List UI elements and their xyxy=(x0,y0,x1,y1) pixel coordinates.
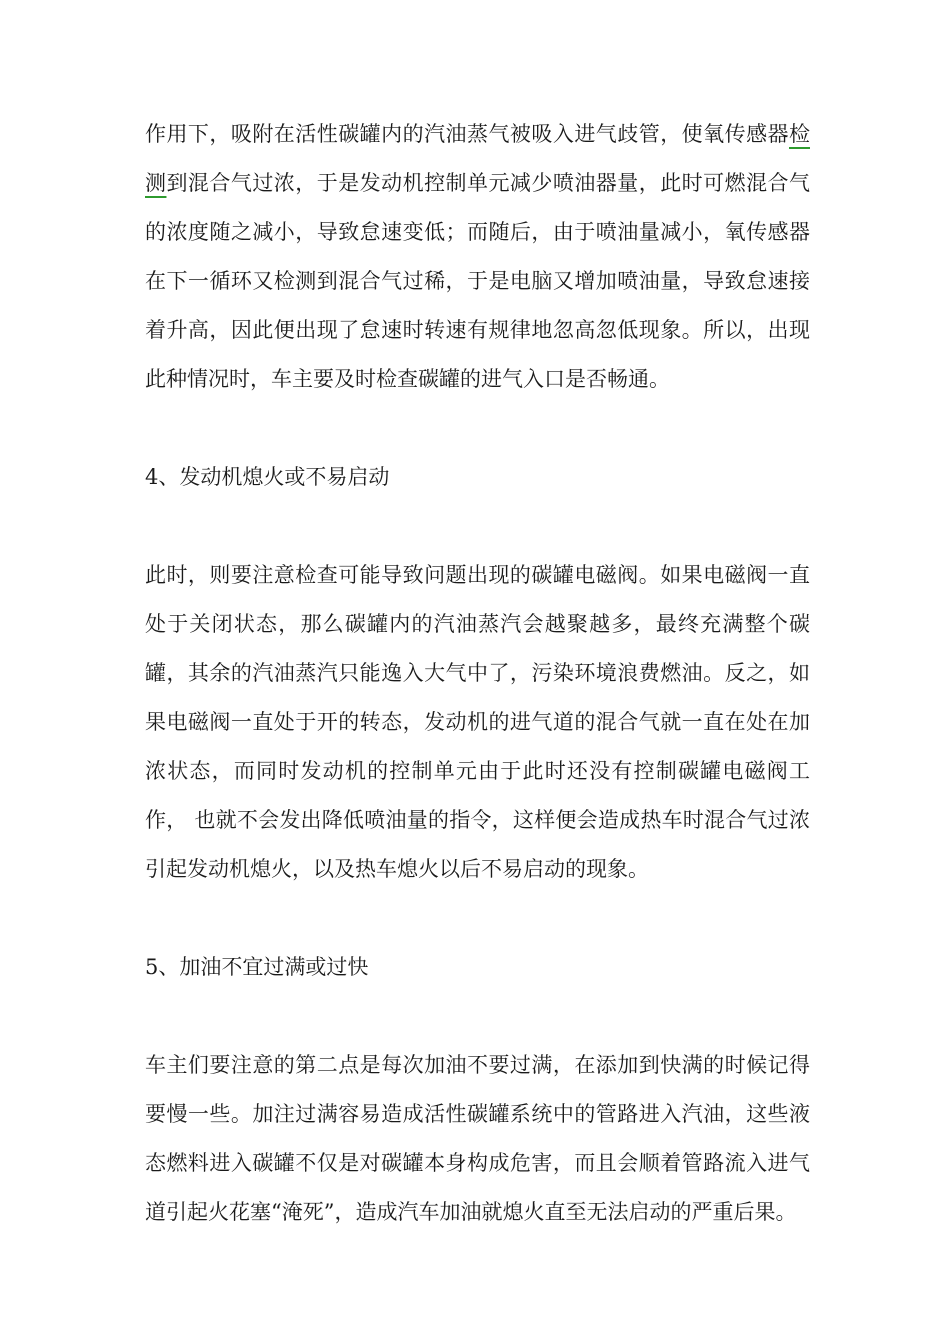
paragraph-spacer xyxy=(145,894,810,943)
section-heading-4: 4、发动机熄火或不易启动 xyxy=(145,465,390,489)
inline-link-detect[interactable]: 检测 xyxy=(145,122,810,195)
paragraph-solenoid-valve: 此时，则要注意检查可能导致问题出现的碳罐电磁阀。如果电磁阀一直处于关闭状态，那么碳罐内的汽油蒸汽会越聚越多，最终充满整个碳罐，其余的汽油蒸汽只能逸入大气中了，污染环境浪费燃油。反之，如果电磁阀一直处于开的转态，发动机的进气道的混合气就一直在处在加浓状态，而同时发动机的控制单元由于此时还没有控制碳罐电磁阀工作， 也就不会发出降低喷油量的指令，这样便会造成热车时混合气过浓引起发动机熄火，以及热车熄火以后不易启动的现象。 xyxy=(145,563,810,881)
section-heading-5: 5、加油不宜过满或过快 xyxy=(145,955,369,979)
paragraph-text-start: 作用下，吸附在活性碳罐内的汽油蒸气被吸入进气歧管，使氧传感器 xyxy=(145,122,789,146)
paragraph-spacer xyxy=(145,992,810,1041)
paragraph-refueling: 车主们要注意的第二点是每次加油不要过满，在添加到快满的时候记得要慢一些。加注过满容易造成活性碳罐系统中的管路进入汽油，这些液态燃料进入碳罐不仅是对碳罐本身构成危害，而且会顺着管路流入进气道引起火花塞“淹死”，造成汽车加油就熄火直至无法启动的严重后果。 xyxy=(145,1053,810,1224)
document-body xyxy=(145,110,810,1237)
paragraph-spacer xyxy=(145,404,810,453)
paragraph-spacer xyxy=(145,502,810,551)
paragraph-text-rest: 到混合气过浓，于是发动机控制单元减少喷油器量，此时可燃混合气的浓度随之减小，导致怠速变低；而随后，由于喷油量减小，氧传感器在下一循环又检测到混合气过稀，于是电脑又增加喷油量，导致怠速接着升高，因此便出现了怠速时转速有规律地忽高忽低现象。所以，出现此种情况时，车主要及时检查碳罐的进气入口是否畅通。 xyxy=(145,171,810,391)
paragraph-evap-canister-idle xyxy=(145,110,810,404)
